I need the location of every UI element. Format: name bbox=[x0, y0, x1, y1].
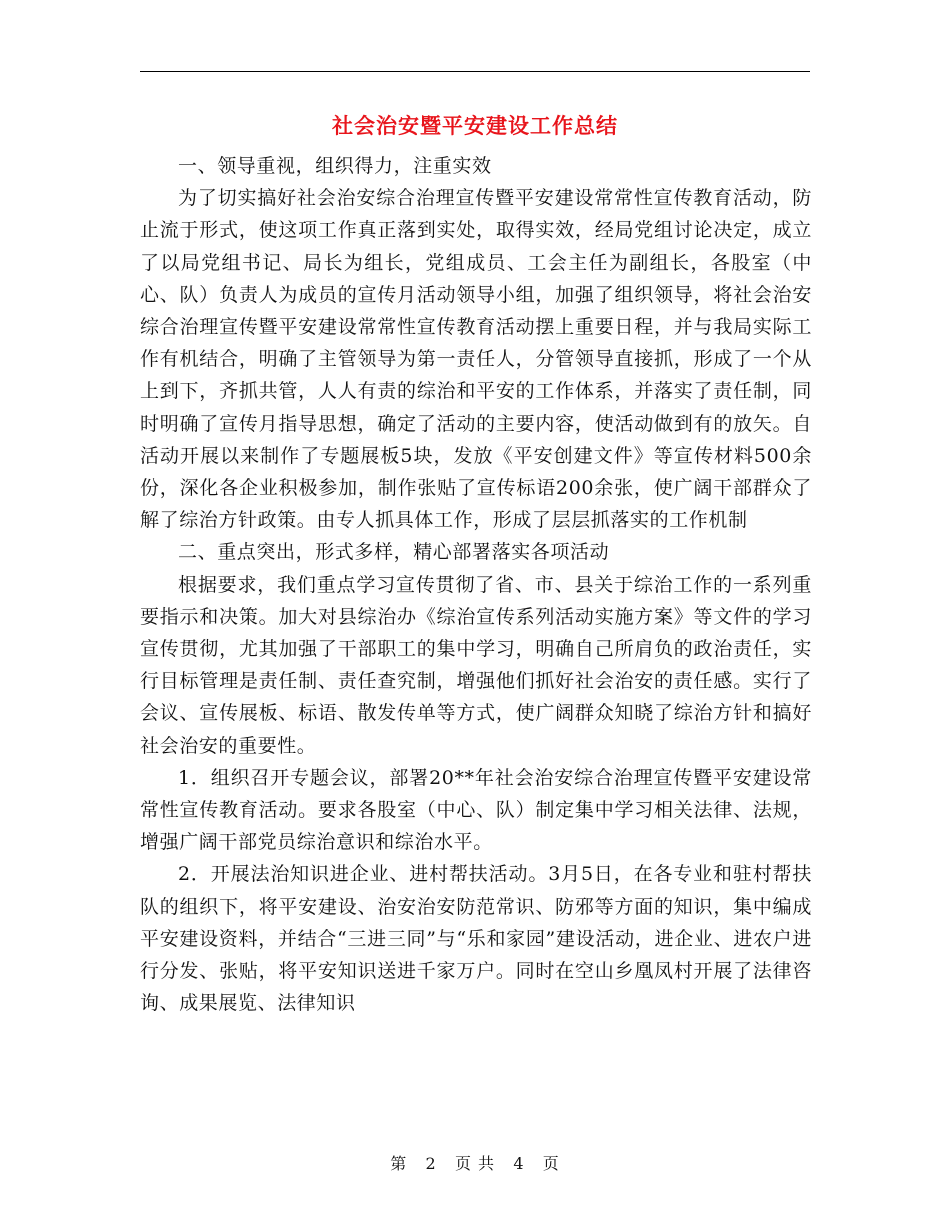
footer-prefix: 第 bbox=[390, 1154, 408, 1173]
body-paragraph-4: 2．开展法治知识进企业、进村帮扶活动。3月5日，在各专业和驻村帮扶队的组织下，将平安建设、治安治安防范常识、防邪等方面的知识，集中编成平安建设资料，并结合“三进三同”与“乐和家园”建设活动，进企业、进农户进行分发、张贴，将平安知识送进千家万户。同时在空山乡凰凤村开展了法律咨询、成果展览、法律知识 bbox=[140, 863, 812, 1015]
footer-total-pages: 4 bbox=[513, 1154, 525, 1173]
body-paragraph-3: 1．组织召开专题会议，部署20**年社会治安综合治理宣传暨平安建设常常性宣传教育活动。要求各股室（中心、队）制定集中学习相关法律、法规，增强广阔干部党员综治意识和综治水平。 bbox=[140, 766, 812, 854]
section-heading-1: 一、领导重视，组织得力，注重实效 bbox=[178, 155, 492, 177]
document-body bbox=[140, 150, 812, 1019]
section-heading-2: 二、重点突出，形式多样，精心部署落实各项活动 bbox=[178, 541, 610, 564]
document-title: 社会治安暨平安建设工作总结 bbox=[332, 113, 618, 138]
footer-page-number: 2 bbox=[425, 1154, 437, 1173]
body-paragraph-2: 根据要求，我们重点学习宣传贯彻了省、市、县关于综治工作的一系列重要指示和决策。加大对县综治办《综治宣传系列活动实施方案》等文件的学习宣传贯彻，尤其加强了干部职工的集中学习，明确自己所肩负的政治责任，实行目标管理是责任制、责任查究制，增强他们抓好社会治安的责任感。实行了会议、宣传展板、标语、散发传单等方式，使广阔群众知晓了综治方针和搞好社会治安的重要性。 bbox=[140, 573, 812, 757]
footer-middle: 页 共 bbox=[454, 1154, 496, 1173]
body-paragraph-1: 为了切实搞好社会治安综合治理宣传暨平安建设常常性宣传教育活动，防止流于形式，使这项工作真正落到实处，取得实效，经局党组讨论决定，成立了以局党组书记、局长为组长，党组成员、工会主任为副组长，各股室（中心、队）负责人为成员的宣传月活动领导小组，加强了组织领导，将社会治安综合治理宣传暨平安建设常常性宣传教育活动摆上重要日程，并与我局实际工作有机结合，明确了主管领导为第一责任人，分管领导直接抓，形成了一个从上到下，齐抓共管，人人有责的综治和平安的工作体系，并落实了责任制，同时明确了宣传月指导思想，确定了活动的主要内容，使活动做到有的放矢。自活动开展以来制作了专题展板5块，发放《平安创建文件》等宣传材料500余份，深化各企业积极参加，制作张贴了宣传标语200余张，使广阔干部群众了解了综治方针政策。由专人抓具体工作，形成了层层抓落实的工作机制 bbox=[140, 187, 812, 532]
header-rule bbox=[140, 71, 810, 72]
page-footer bbox=[0, 1152, 950, 1176]
footer-suffix: 页 bbox=[542, 1154, 560, 1173]
